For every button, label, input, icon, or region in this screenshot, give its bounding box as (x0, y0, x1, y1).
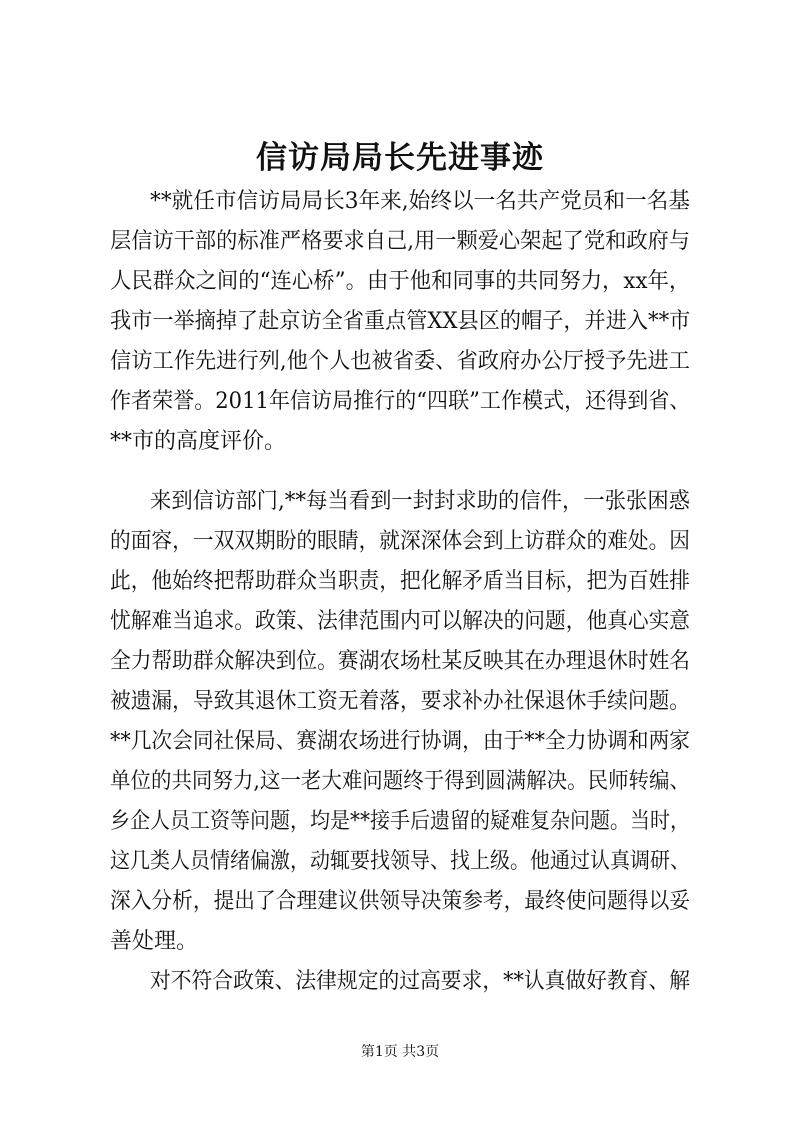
paragraph-line: 人民群众之间的“连心桥”。由于他和同事的共同努力，xx年， (110, 269, 691, 294)
paragraph-line: 来到信访部门,**每当看到一封封求助的信件，一张张困惑 (150, 489, 691, 514)
paragraph-line: **就任市信访局局长3年来,始终以一名共产党员和一名基 (150, 189, 690, 214)
paragraph-line: 单位的共同努力,这一老大难问题终于得到圆满解决。民师转编、 (110, 769, 691, 794)
paragraph-line: 善处理。 (110, 929, 199, 954)
paragraph-line: **几次会同社保局、赛湖农场进行协调，由于**全力协调和两家 (110, 729, 691, 754)
paragraph-line: 作者荣誉。2011年信访局推行的“四联”工作模式，还得到省、 (110, 389, 691, 414)
paragraph-line: 我市一举摘掉了赴京访全省重点管XX县区的帽子，并进入**市 (110, 309, 691, 334)
paragraph-line: 此，他始终把帮助群众当职责，把化解矛盾当目标，把为百姓排 (110, 569, 691, 594)
paragraph-line: 的面容，一双双期盼的眼睛，就深深体会到上访群众的难处。因 (110, 529, 691, 554)
page-footer: 第1页 共3页 (360, 1044, 440, 1060)
document-title: 信访局局长先进事迹 (256, 140, 544, 176)
paragraph-line: **市的高度评价。 (110, 429, 287, 454)
paragraph-line: 全力帮助群众解决到位。赛湖农场杜某反映其在办理退休时姓名 (110, 649, 691, 674)
paragraph-line: 深入分析，提出了合理建议供领导决策参考，最终使问题得以妥 (110, 889, 691, 914)
paragraph-line: 乡企人员工资等问题，均是**接手后遗留的疑难复杂问题。当时， (110, 809, 691, 834)
paragraph-line: 这几类人员情绪偏激，动辄要找领导、找上级。他通过认真调研、 (110, 849, 691, 874)
paragraph-line: 信访工作先进行列,他个人也被省委、省政府办公厅授予先进工 (110, 349, 691, 374)
paragraph-line: 对不符合政策、法律规定的过高要求，**认真做好教育、解 (150, 969, 691, 994)
paragraph-line: 忧解难当追求。政策、法律范围内可以解决的问题，他真心实意 (110, 609, 691, 634)
paragraph-line: 被遗漏，导致其退休工资无着落，要求补办社保退休手续问题。 (110, 689, 691, 714)
paragraph-line: 层信访干部的标准严格要求自己,用一颗爱心架起了党和政府与 (110, 229, 691, 254)
